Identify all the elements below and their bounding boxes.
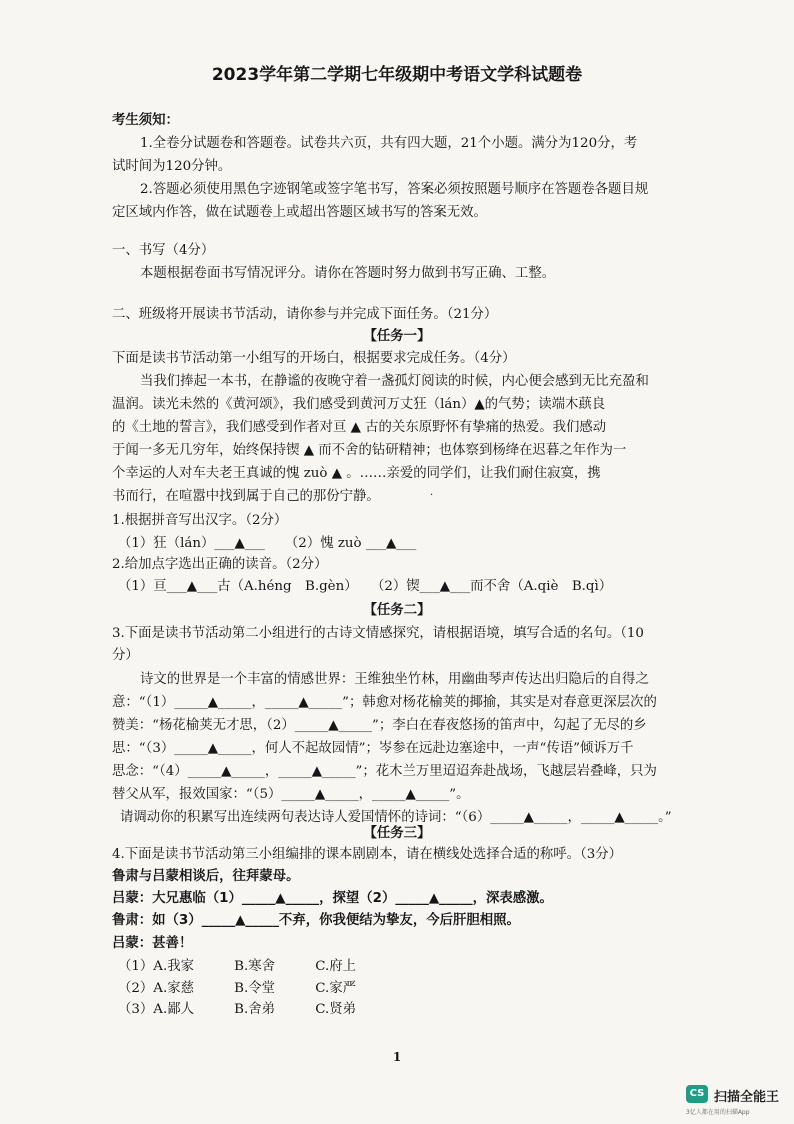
text-line: 于闻一多无几穷年，始终保持锲 ▲ 而不舍的钻研精神；也体察到杨绛在迟暮之年作为一 <box>112 443 627 458</box>
text-line: 书而行，在喧嚣中找到属于自己的那份宁静。 <box>112 489 380 504</box>
text-line: （2）A.家慈 B.令堂 C.家严 <box>118 981 357 996</box>
text-line: 【任务一】 <box>363 329 431 344</box>
text-line: 1.全卷分试题卷和答题卷。试卷共六页，共有四大题，21个小题。满分为120分，考 <box>140 136 638 151</box>
text-line: 2.答题必须使用黑色字迹钢笔或签字笔书写，答案必须按照题号顺序在答题卷各题目规 <box>140 182 649 197</box>
text-line: 2.给加点字选出正确的读音。（2分） <box>112 557 328 572</box>
text-line: 诗文的世界是一个丰富的情感世界：王维独坐竹林，用幽曲琴声传达出归隐后的自得之 <box>140 672 649 687</box>
text-line: 本题根据卷面书写情况评分。请你在答题时努力做到书写正确、工整。 <box>140 266 556 281</box>
text-line: （1）狂（lán）___▲___ （2）愧 zuò ___▲___ <box>118 536 417 551</box>
text-line: 鲁肃与吕蒙相谈后，往拜蒙母。 <box>112 869 300 884</box>
text-line: 鲁肃：如（3）_____▲_____不弃，你我便结为挚友，今后肝胆相照。 <box>112 913 520 928</box>
text-line: 分） <box>112 648 139 663</box>
text-line: 试时间为120分钟。 <box>112 159 232 174</box>
text-line: 思念：“（4）_____▲_____，_____▲_____”；花木兰万里迢迢奔赴战场，飞越层岩叠峰，只为 <box>112 764 657 779</box>
text-line: 的《土地的誓言》，我们感受到作者对亘 ▲ 古的关东原野怀有挚痛的热爱。我们感动 <box>112 420 607 435</box>
text-line: 意：“（1）_____▲_____，_____▲_____”；韩愈对杨花榆荚的揶揄，其实是对春意更深层次的 <box>112 695 657 710</box>
text-line: （1）亘___▲___古（A.héng B.gèn） （2）锲___▲___而不舍（A.qiè B.qì） <box>118 579 613 594</box>
scanner-slogan: 3亿人都在用的扫描App <box>686 1109 750 1116</box>
text-line: （1）A.我家 B.寒舍 C.府上 <box>118 959 357 974</box>
text-line: 赞美：“杨花榆荚无才思，（2）_____▲_____”；李白在春夜悠扬的笛声中，勾起了无尽的乡 <box>112 718 647 733</box>
scanner-brand: 扫描全能王 <box>714 1090 780 1105</box>
text-line: 温润。读光未然的《黄河颂》，我们感受到黄河万丈狂（lán）▲的气势；读端木蕻良 <box>112 397 606 412</box>
page-number: 1 <box>392 1050 402 1064</box>
text-line: 【任务二】 <box>363 603 431 618</box>
stray-mark: · <box>430 490 434 501</box>
text-line: 考生须知： <box>112 113 179 128</box>
text-line: 【任务三】 <box>363 826 431 841</box>
text-line: 请调动你的积累写出连续两句表达诗人爱国情怀的诗词：“（6）_____▲_____，_____▲_____。” <box>120 810 672 825</box>
camscanner-logo-icon: CS <box>686 1085 708 1103</box>
text-line: 3.下面是读书节活动第二小组进行的古诗文情感探究，请根据语境，填写合适的名句。（10 <box>112 626 644 641</box>
text-line: 定区域内作答，做在试题卷上或超出答题区域书写的答案无效。 <box>112 205 487 220</box>
text-line: 一、书写（4分） <box>112 243 215 258</box>
text-line: 吕蒙：大兄惠临（1）_____▲_____，探望（2）_____▲_____，深表感激。 <box>112 891 553 906</box>
text-line: 当我们捧起一本书，在静谧的夜晚守着一盏孤灯阅读的时候，内心便会感到无比充盈和 <box>140 374 649 389</box>
page-title: 2023学年第二学期七年级期中考语文学科试题卷 <box>211 65 583 85</box>
text-line: 下面是读书节活动第一小组写的开场白，根据要求完成任务。（4分） <box>112 351 516 366</box>
text-line: （3）A.鄙人 B.舍弟 C.贤弟 <box>118 1002 357 1017</box>
text-line: 二、班级将开展读书节活动，请你参与并完成下面任务。（21分） <box>112 307 498 322</box>
text-line: 1.根据拼音写出汉字。（2分） <box>112 513 288 528</box>
text-line: 个幸运的人对车夫老王真诚的愧 zuò ▲ 。……亲爱的同学们，让我们耐住寂寞，携 <box>112 466 601 481</box>
text-line: 替父从军，报效国家：“（5）_____▲_____，_____▲_____”。 <box>112 787 470 802</box>
text-line: 思：“（3）_____▲_____，何人不起故园情”；岑参在远赴边塞途中，一声“传语”倾诉万千 <box>112 741 634 756</box>
text-line: 4.下面是读书节活动第三小组编排的课本剧剧本，请在横线处选择合适的称呼。（3分） <box>112 847 623 862</box>
text-line: 吕蒙：甚善！ <box>112 936 193 951</box>
